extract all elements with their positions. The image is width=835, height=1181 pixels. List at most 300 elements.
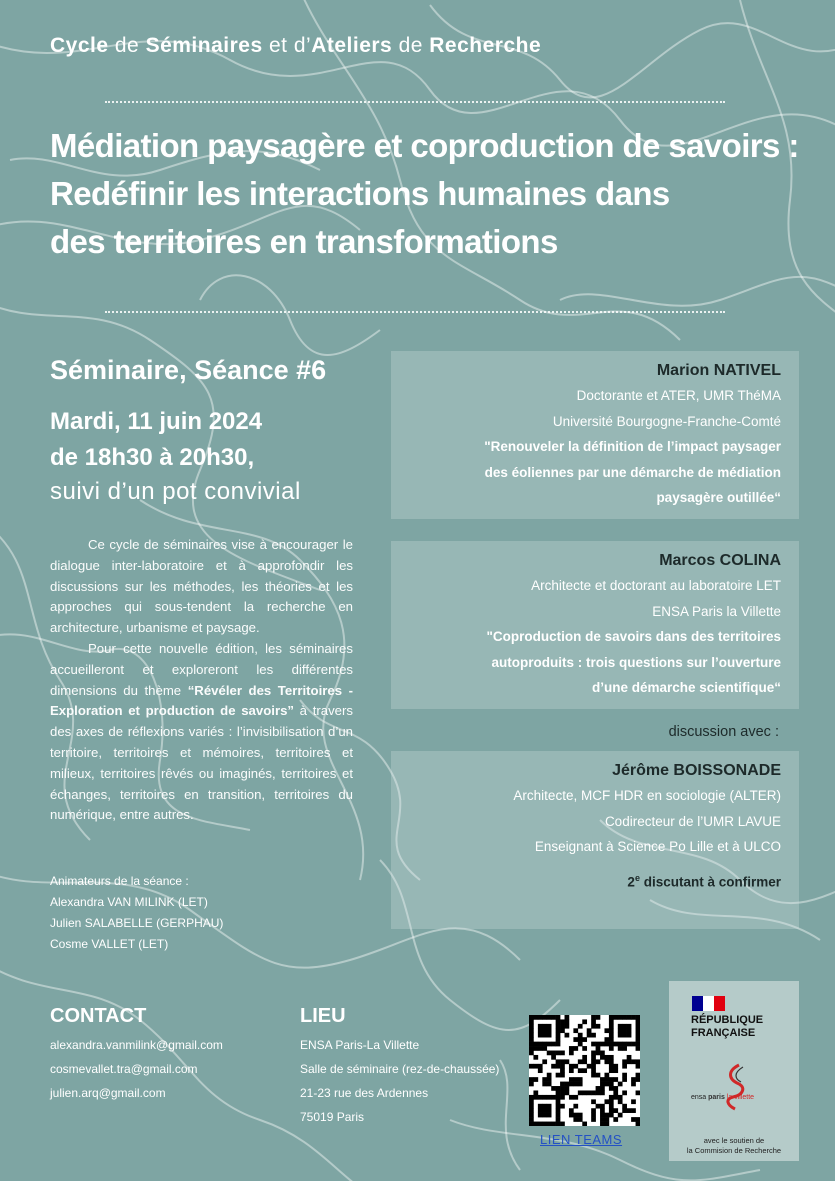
qr-module (631, 1015, 636, 1020)
seance-datetime (50, 404, 262, 476)
qr-module (569, 1046, 574, 1051)
qr-module (556, 1015, 561, 1020)
qr-module (600, 1042, 605, 1047)
qr-module (600, 1055, 605, 1060)
animateurs (50, 871, 223, 955)
qr-module (578, 1090, 583, 1095)
qr-module (618, 1046, 623, 1051)
qr-code-pattern (529, 1015, 640, 1126)
description-text: Pour cette nouvelle édition, les séminaires accueilleront et exploreront les différentes dimensions du thème (50, 640, 353, 698)
qr-module (600, 1082, 605, 1087)
animateur-name: Julien SALABELLE (GERPHAU) (50, 916, 224, 930)
qr-module (547, 1113, 552, 1118)
qr-module (627, 1015, 632, 1020)
qr-module (542, 1046, 547, 1051)
qr-module (556, 1090, 561, 1095)
second-number: 2 (627, 874, 635, 889)
description (50, 535, 353, 826)
logo-block (669, 981, 799, 1161)
qr-module (604, 1082, 609, 1087)
qr-module (636, 1024, 640, 1029)
qr-module (596, 1104, 601, 1109)
description-theme: “Révéler des Territoires - Exploration et production de savoirs” (50, 682, 353, 719)
qr-module (636, 1019, 640, 1024)
qr-module (538, 1122, 543, 1126)
speaker-affiliation: ENSA Paris la Villette (652, 603, 781, 619)
qr-module (560, 1090, 565, 1095)
ensa-suffix: la villette (726, 1094, 755, 1101)
lieu-address (300, 1033, 499, 1129)
qr-module (582, 1037, 587, 1042)
qr-module (542, 1113, 547, 1118)
qr-module (591, 1042, 596, 1047)
qr-module (591, 1068, 596, 1073)
qr-module (582, 1046, 587, 1051)
qr-module (582, 1068, 587, 1073)
qr-module (636, 1015, 640, 1020)
qr-module (587, 1028, 592, 1033)
discussant-name: Jérôme BOISSONADE (612, 762, 781, 779)
cycle-part: Séminaires (145, 34, 263, 57)
qr-module (591, 1073, 596, 1078)
qr-module (547, 1082, 552, 1087)
lieu-line: 75019 Paris (300, 1110, 365, 1124)
qr-module (547, 1015, 552, 1020)
discussant-affiliation: Enseignant à Science Po Lille et à ULCO (534, 839, 781, 854)
qr-module (542, 1082, 547, 1087)
qr-module (604, 1113, 609, 1118)
qr-module (622, 1033, 627, 1038)
soutien-text (669, 1136, 799, 1156)
qr-module (551, 1055, 556, 1060)
qr-module (533, 1046, 538, 1051)
qr-module (547, 1073, 552, 1078)
qr-module (573, 1064, 578, 1069)
qr-module (582, 1055, 587, 1060)
qr-module (600, 1104, 605, 1109)
qr-module (565, 1019, 570, 1024)
qr-module (529, 1046, 534, 1051)
rf-line: FRANÇAISE (691, 1027, 756, 1039)
qr-module (636, 1117, 640, 1122)
qr-module (591, 1090, 596, 1095)
qr-module (556, 1104, 561, 1109)
qr-module (573, 1037, 578, 1042)
qr-module (569, 1077, 574, 1082)
qr-module (547, 1051, 552, 1056)
qr-module (631, 1099, 636, 1104)
qr-module (600, 1077, 605, 1082)
qr-module (538, 1064, 543, 1069)
qr-module (613, 1095, 618, 1100)
qr-module (582, 1019, 587, 1024)
qr-module (604, 1042, 609, 1047)
qr-module (622, 1073, 627, 1078)
qr-module (600, 1090, 605, 1095)
seance-suivi: suivi d’un pot convivial (50, 478, 301, 505)
cycle-part: de (392, 34, 430, 57)
qr-module (556, 1108, 561, 1113)
qr-module (551, 1086, 556, 1091)
qr-module (529, 1117, 534, 1122)
qr-module (551, 1042, 556, 1047)
cycle-part: Recherche (429, 34, 542, 57)
qr-module (569, 1064, 574, 1069)
qr-module (591, 1113, 596, 1118)
qr-module (529, 1077, 534, 1082)
qr-module (582, 1090, 587, 1095)
animateurs-heading: Animateurs de la séance : (50, 874, 189, 888)
qr-module (591, 1019, 596, 1024)
qr-module (636, 1033, 640, 1038)
qr-module (636, 1046, 640, 1051)
qr-module (631, 1042, 636, 1047)
qr-module (529, 1037, 534, 1042)
qr-module (596, 1090, 601, 1095)
qr-module (618, 1042, 623, 1047)
qr-module (533, 1064, 538, 1069)
qr-module (609, 1042, 614, 1047)
qr-module (556, 1064, 561, 1069)
qr-module (573, 1082, 578, 1087)
qr-module (591, 1055, 596, 1060)
qr-module (565, 1015, 570, 1020)
qr-module (565, 1090, 570, 1095)
qr-module (622, 1028, 627, 1033)
qr-module (613, 1090, 618, 1095)
qr-module (529, 1024, 534, 1029)
teams-link[interactable]: LIEN TEAMS (540, 1132, 623, 1147)
qr-module (591, 1099, 596, 1104)
qr-module (587, 1064, 592, 1069)
qr-module (609, 1015, 614, 1020)
qr-module (529, 1033, 534, 1038)
lieu-line: ENSA Paris-La Villette (300, 1038, 420, 1052)
seance-label: Séminaire, Séance #6 (50, 355, 327, 385)
contact-list (50, 1033, 223, 1105)
qr-module (529, 1015, 534, 1020)
qr-module (604, 1117, 609, 1122)
qr-module (565, 1033, 570, 1038)
qr-module (604, 1037, 609, 1042)
qr-module (613, 1117, 618, 1122)
speaker-panel (391, 351, 799, 519)
cycle-part: Ateliers (311, 34, 393, 57)
french-flag-icon (692, 996, 725, 1011)
qr-module (560, 1068, 565, 1073)
qr-module (556, 1095, 561, 1100)
qr-module (529, 1019, 534, 1024)
lieu-heading: LIEU (300, 1005, 346, 1027)
qr-module (618, 1099, 623, 1104)
qr-module (529, 1108, 534, 1113)
second-discussant (401, 866, 781, 895)
qr-module (556, 1086, 561, 1091)
qr-module (596, 1042, 601, 1047)
qr-module (600, 1108, 605, 1113)
discussion-label: discussion avec : (668, 724, 779, 740)
qr-module (636, 1028, 640, 1033)
qr-module (573, 1046, 578, 1051)
qr-module (636, 1122, 640, 1126)
qr-module (618, 1082, 623, 1087)
qr-module (551, 1051, 556, 1056)
qr-module (542, 1015, 547, 1020)
qr-module (547, 1077, 552, 1082)
discussant-panel (391, 751, 799, 929)
animateur-name: Alexandra VAN MILINK (LET) (50, 895, 208, 909)
qr-module (560, 1104, 565, 1109)
qr-module (622, 1090, 627, 1095)
qr-module (529, 1051, 534, 1056)
qr-module (573, 1077, 578, 1082)
qr-module (609, 1019, 614, 1024)
qr-module (591, 1117, 596, 1122)
qr-module (529, 1028, 534, 1033)
qr-module (631, 1077, 636, 1082)
qr-module (609, 1113, 614, 1118)
qr-module (622, 1046, 627, 1051)
qr-module (578, 1037, 583, 1042)
qr-module (596, 1015, 601, 1020)
discussant-affiliation: Codirecteur de l’UMR LAVUE (604, 813, 781, 829)
qr-module (547, 1104, 552, 1109)
discussant-affiliation: Architecte, MCF HDR en sociologie (ALTER) (513, 788, 781, 803)
qr-module (529, 1104, 534, 1109)
qr-module (587, 1090, 592, 1095)
qr-module (542, 1033, 547, 1038)
qr-module (569, 1113, 574, 1118)
qr-module (622, 1015, 627, 1020)
qr-module (538, 1015, 543, 1020)
ensa-spiral-stair-logo-icon (699, 1063, 779, 1113)
qr-module (596, 1086, 601, 1091)
qr-module (609, 1046, 614, 1051)
qr-module (547, 1095, 552, 1100)
ensa-prefix: ensa (691, 1094, 707, 1101)
qr-module (627, 1059, 632, 1064)
qr-module (547, 1033, 552, 1038)
contact-email[interactable]: alexandra.vanmilink@gmail.com (50, 1038, 223, 1052)
qr-module (578, 1024, 583, 1029)
qr-module (542, 1077, 547, 1082)
qr-module (636, 1042, 640, 1047)
qr-module (622, 1077, 627, 1082)
qr-module (542, 1122, 547, 1126)
qr-module (542, 1042, 547, 1047)
qr-module (596, 1051, 601, 1056)
soutien-line: avec le soutien de (703, 1136, 765, 1145)
qr-module (542, 1108, 547, 1113)
dotted-divider (105, 311, 725, 313)
qr-module (613, 1042, 618, 1047)
lieu-line: Salle de séminaire (rez-de-chaussée) (300, 1062, 500, 1076)
qr-module (569, 1082, 574, 1087)
qr-module (560, 1064, 565, 1069)
qr-module (533, 1090, 538, 1095)
speaker-name: Marcos COLINA (659, 552, 781, 569)
qr-module (600, 1051, 605, 1056)
ensa-logo-text (691, 1094, 754, 1101)
qr-module (609, 1108, 614, 1113)
qr-module (529, 1095, 534, 1100)
qr-module (565, 1082, 570, 1087)
lieu-line: 21-23 rue des Ardennes (300, 1086, 429, 1100)
republique-francaise-logo (691, 1014, 763, 1040)
talk-title: paysagère outillée“ (656, 490, 781, 505)
qr-module (551, 1122, 556, 1126)
qr-module (587, 1033, 592, 1038)
talk-title: autoproduits : trois questions sur l’ouverture (491, 654, 781, 670)
qr-module (556, 1099, 561, 1104)
qr-module (573, 1095, 578, 1100)
qr-module (636, 1064, 640, 1069)
qr-module (613, 1077, 618, 1082)
qr-module (636, 1077, 640, 1082)
qr-module (529, 1082, 534, 1087)
qr-module (556, 1051, 561, 1056)
second-text: discutant à confirmer (639, 874, 781, 889)
speaker-panel (391, 541, 799, 709)
qr-module (547, 1122, 552, 1126)
qr-module (600, 1122, 605, 1126)
contact-email[interactable]: julien.arq@gmail.com (50, 1086, 166, 1100)
qr-module (573, 1104, 578, 1109)
qr-module (529, 1099, 534, 1104)
qr-module (547, 1108, 552, 1113)
qr-module (533, 1042, 538, 1047)
qr-module (609, 1099, 614, 1104)
qr-module (618, 1033, 623, 1038)
qr-module (596, 1046, 601, 1051)
qr-module (596, 1059, 601, 1064)
qr-module (622, 1042, 627, 1047)
qr-module (533, 1095, 538, 1100)
qr-module (622, 1108, 627, 1113)
qr-module (569, 1095, 574, 1100)
qr-module (609, 1068, 614, 1073)
qr-module (551, 1064, 556, 1069)
qr-module (604, 1077, 609, 1082)
qr-module (609, 1059, 614, 1064)
qr-code[interactable] (529, 1015, 640, 1126)
qr-module (591, 1108, 596, 1113)
qr-module (573, 1028, 578, 1033)
qr-module (627, 1042, 632, 1047)
qr-module (578, 1068, 583, 1073)
qr-module (596, 1073, 601, 1078)
qr-module (533, 1122, 538, 1126)
qr-module (547, 1028, 552, 1033)
qr-module (636, 1073, 640, 1078)
qr-module (604, 1099, 609, 1104)
qr-module (609, 1033, 614, 1038)
qr-module (627, 1033, 632, 1038)
qr-module (578, 1042, 583, 1047)
qr-module (538, 1104, 543, 1109)
qr-module (631, 1117, 636, 1122)
qr-module (560, 1028, 565, 1033)
qr-module (578, 1059, 583, 1064)
seance-time: de 18h30 à 20h30, (50, 444, 255, 471)
qr-module (556, 1033, 561, 1038)
qr-module (613, 1108, 618, 1113)
qr-module (547, 1042, 552, 1047)
qr-module (609, 1086, 614, 1091)
ensa-paris: paris (708, 1094, 725, 1101)
qr-module (609, 1077, 614, 1082)
dotted-divider (105, 101, 725, 103)
qr-module (609, 1082, 614, 1087)
qr-module (556, 1117, 561, 1122)
qr-module (609, 1028, 614, 1033)
contact-email[interactable]: cosmevallet.tra@gmail.com (50, 1062, 198, 1076)
qr-module (542, 1095, 547, 1100)
qr-module (538, 1095, 543, 1100)
talk-title: des éoliennes par une démarche de médiation (484, 464, 781, 480)
speaker-affiliation: Université Bourgogne-Franche-Comté (552, 413, 781, 429)
second-ordinal: e (634, 872, 640, 883)
description-paragraph (50, 639, 353, 826)
qr-module (578, 1113, 583, 1118)
qr-module (560, 1122, 565, 1126)
qr-module (618, 1015, 623, 1020)
qr-module (529, 1122, 534, 1126)
qr-module (565, 1086, 570, 1091)
qr-module (591, 1059, 596, 1064)
qr-module (578, 1082, 583, 1087)
qr-module (529, 1113, 534, 1118)
qr-module (533, 1015, 538, 1020)
qr-module (573, 1117, 578, 1122)
animateur-name: Cosme VALLET (LET) (50, 937, 169, 951)
contact-heading: CONTACT (50, 1005, 147, 1027)
qr-module (636, 1090, 640, 1095)
qr-module (613, 1068, 618, 1073)
qr-module (591, 1024, 596, 1029)
qr-module (560, 1082, 565, 1087)
qr-module (622, 1064, 627, 1069)
qr-module (627, 1028, 632, 1033)
qr-module (556, 1024, 561, 1029)
qr-module (569, 1108, 574, 1113)
qr-module (565, 1059, 570, 1064)
qr-module (538, 1108, 543, 1113)
qr-module (556, 1037, 561, 1042)
qr-module (578, 1033, 583, 1038)
qr-module (560, 1073, 565, 1078)
qr-module (538, 1113, 543, 1118)
qr-module (529, 1042, 534, 1047)
qr-module (618, 1113, 623, 1118)
qr-module (542, 1059, 547, 1064)
qr-module (538, 1046, 543, 1051)
qr-module (560, 1019, 565, 1024)
qr-module (551, 1095, 556, 1100)
qr-module (622, 1059, 627, 1064)
speaker-affiliation: Architecte et doctorant au laboratoire LET (531, 578, 781, 593)
seance-date: Mardi, 11 juin 2024 (50, 408, 263, 435)
qr-module (631, 1059, 636, 1064)
qr-module (547, 1024, 552, 1029)
qr-module (604, 1122, 609, 1126)
qr-module (613, 1086, 618, 1091)
qr-module (569, 1051, 574, 1056)
qr-module (556, 1113, 561, 1118)
qr-module (622, 1104, 627, 1109)
qr-module (618, 1095, 623, 1100)
qr-module (631, 1108, 636, 1113)
